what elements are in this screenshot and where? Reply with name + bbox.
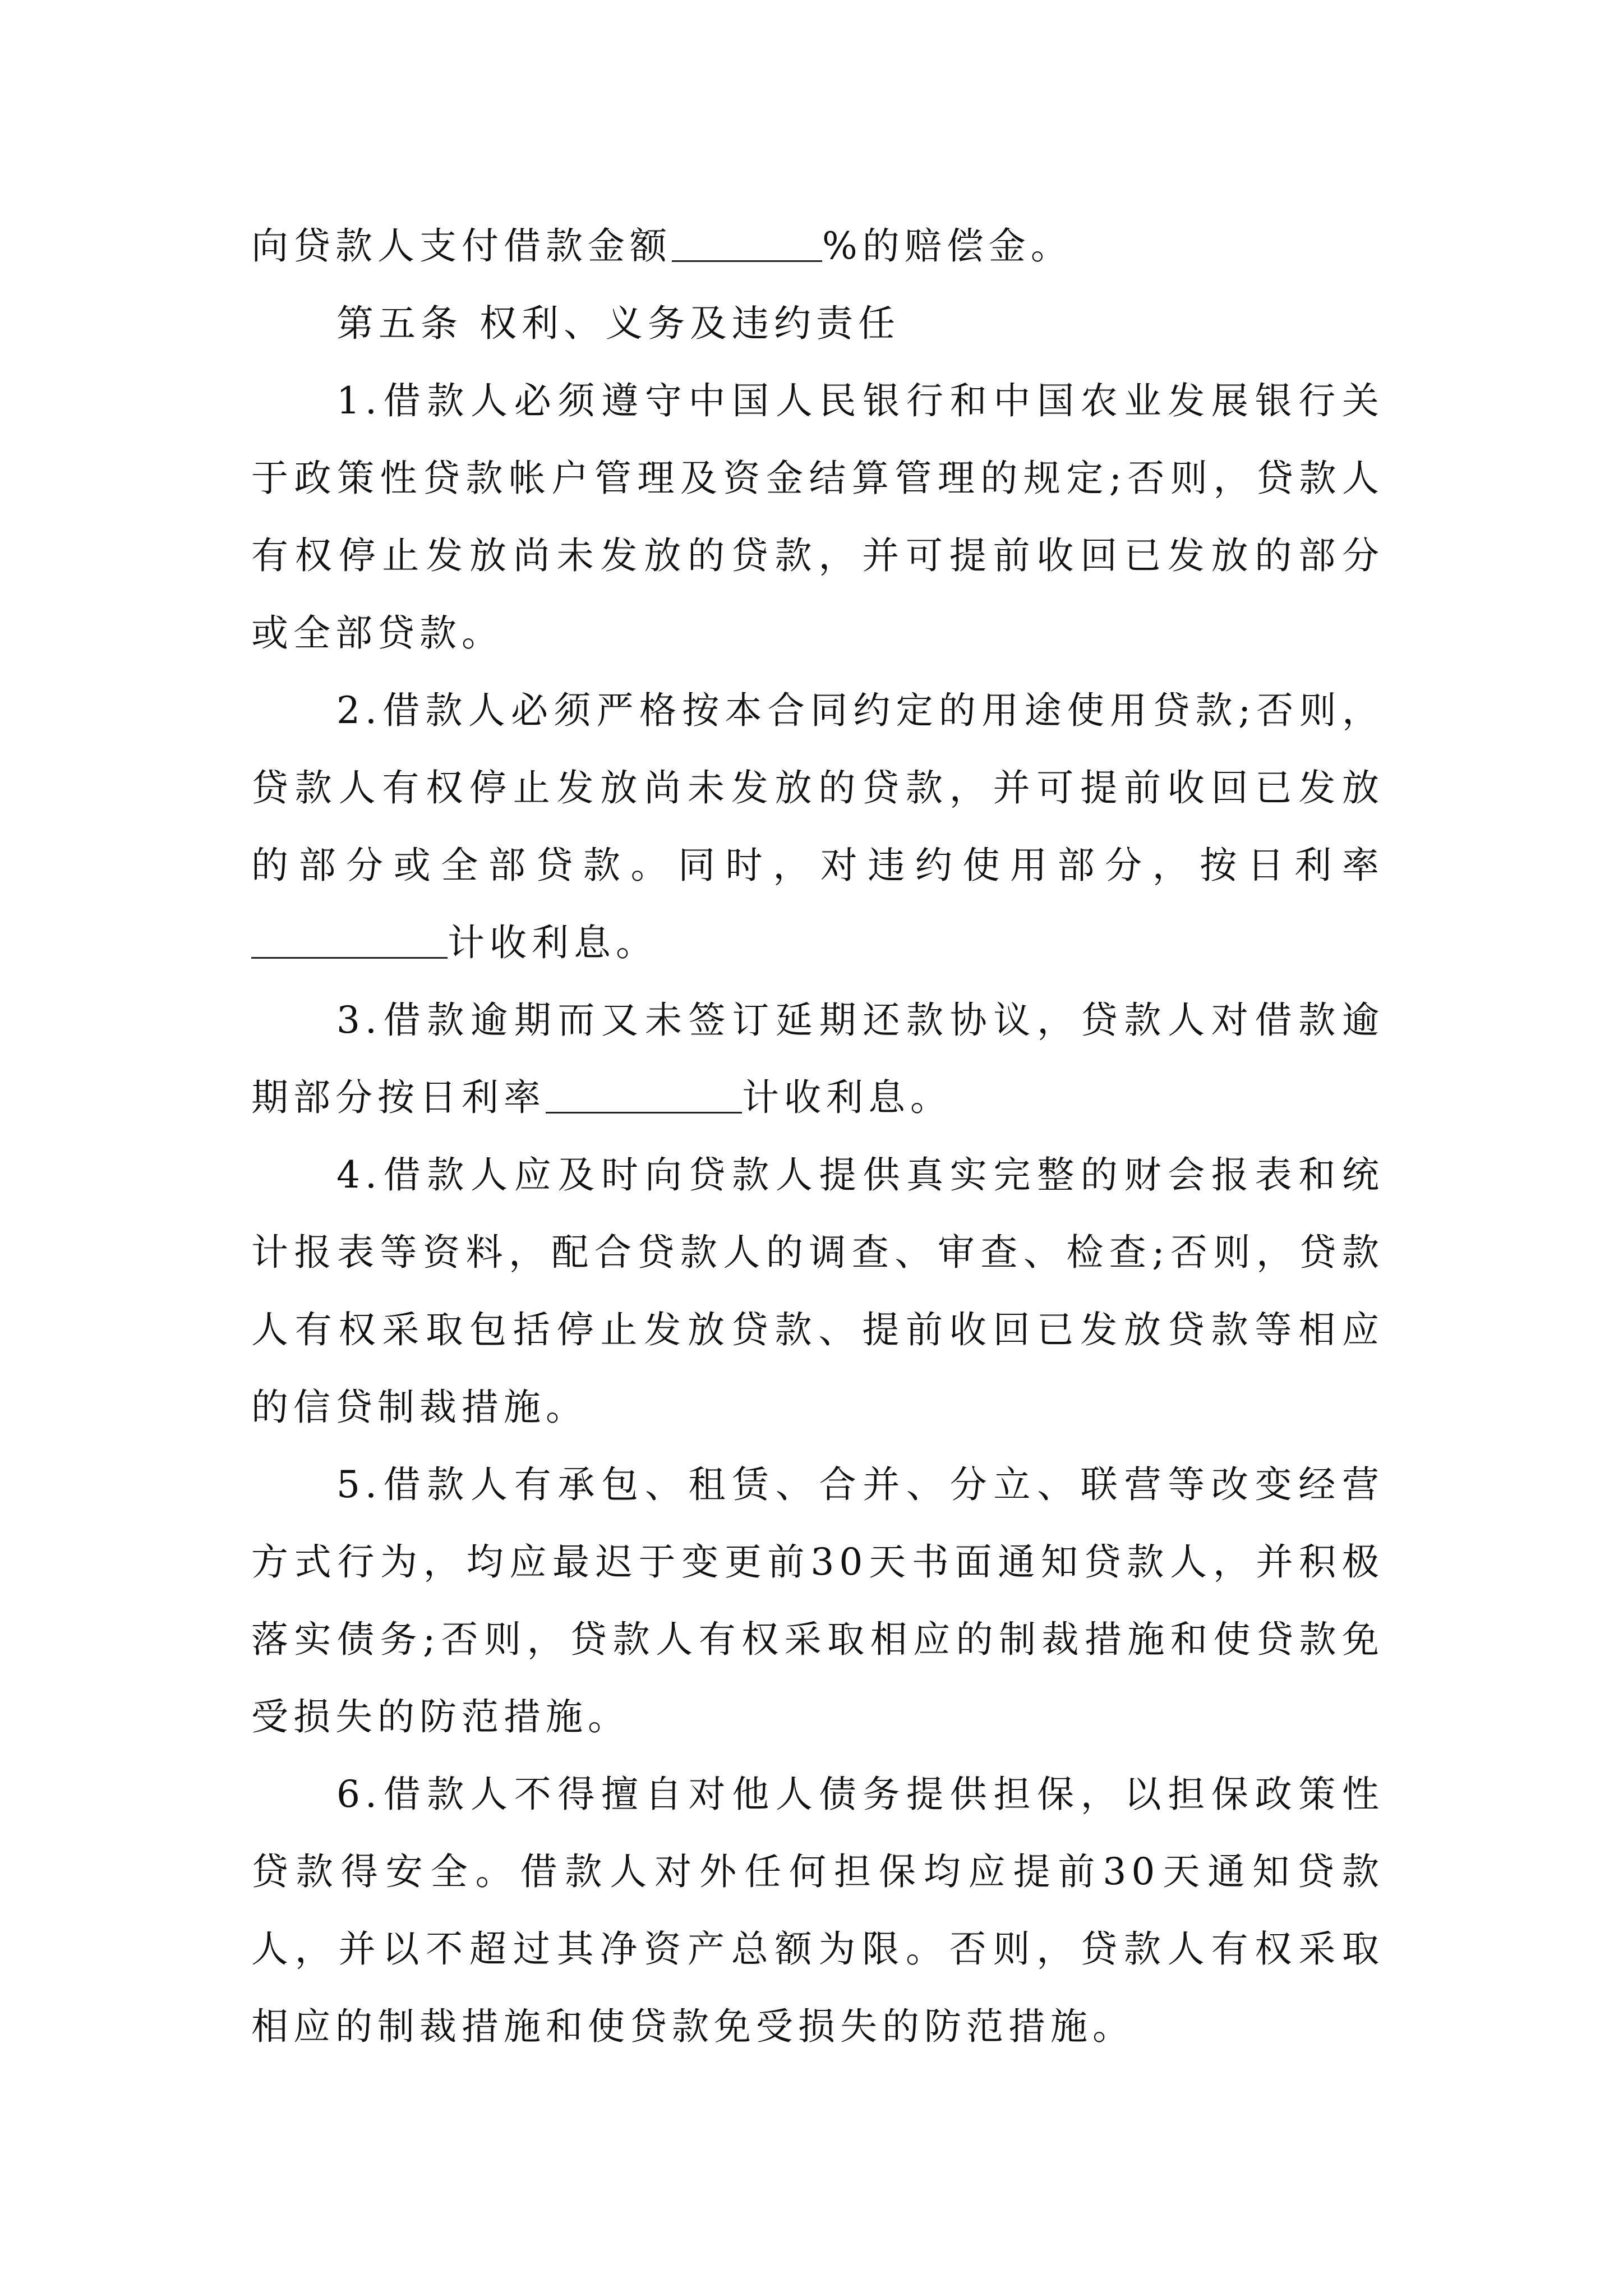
paragraph-compensation — [251, 208, 1384, 285]
clause-5: 5.借款人有承包、租赁、合并、分立、联营等改变经营方式行为，均应最迟于变更前30天书面通知贷款人，并积极落实债务;否则，贷款人有权采取相应的制裁措施和使贷款免受损失的防范措施。 — [251, 1463, 1384, 1738]
compensation-text-after: %的赔偿金。 — [822, 224, 1073, 268]
daily-rate-blank-1 — [251, 923, 448, 959]
clause-2-text-after: 计收利息。 — [448, 921, 658, 964]
clause-1: 1.借款人必须遵守中国人民银行和中国农业发展银行关于政策性贷款帐户管理及资金结算管理的规定;否则，贷款人有权停止发放尚未发放的贷款，并可提前收回已发放的部分或全部贷款。 — [251, 379, 1384, 655]
clause-6: 6.借款人不得擅自对他人债务提供担保，以担保政策性贷款得安全。借款人对外任何担保均应提前30天通知贷款人，并以不超过其净资产总额为限。否则，贷款人有权采取相应的制裁措施和使贷款免受损失的防范措施。 — [251, 1773, 1384, 2048]
clause-2 — [251, 672, 1384, 982]
clause-3 — [251, 982, 1384, 1137]
compensation-rate-blank — [672, 227, 822, 262]
daily-rate-blank-2 — [546, 1078, 742, 1114]
clause-3-text-after: 计收利息。 — [742, 1076, 952, 1119]
contract-text — [251, 208, 1384, 2065]
clause-3-text-before: 3.借款逾期而又未签订延期还款协议，贷款人对借款逾期部分按日利率 — [251, 999, 1384, 1119]
article-five-heading: 第五条 权利、义务及违约责任 — [336, 302, 900, 345]
clause-2-text-before: 2.借款人必须严格按本合同约定的用途使用贷款;否则，贷款人有权停止发放尚未发放的贷款，并可提前收回已发放的部分或全部贷款。同时，对违约使用部分，按日利率 — [251, 689, 1384, 887]
compensation-text-before: 向贷款人支付借款金额 — [251, 224, 672, 268]
clause-4: 4.借款人应及时向贷款人提供真实完整的财会报表和统计报表等资料，配合贷款人的调查、审查、检查;否则，贷款人有权采取包括停止发放贷款、提前收回已发放贷款等相应的信贷制裁措施。 — [251, 1153, 1384, 1429]
